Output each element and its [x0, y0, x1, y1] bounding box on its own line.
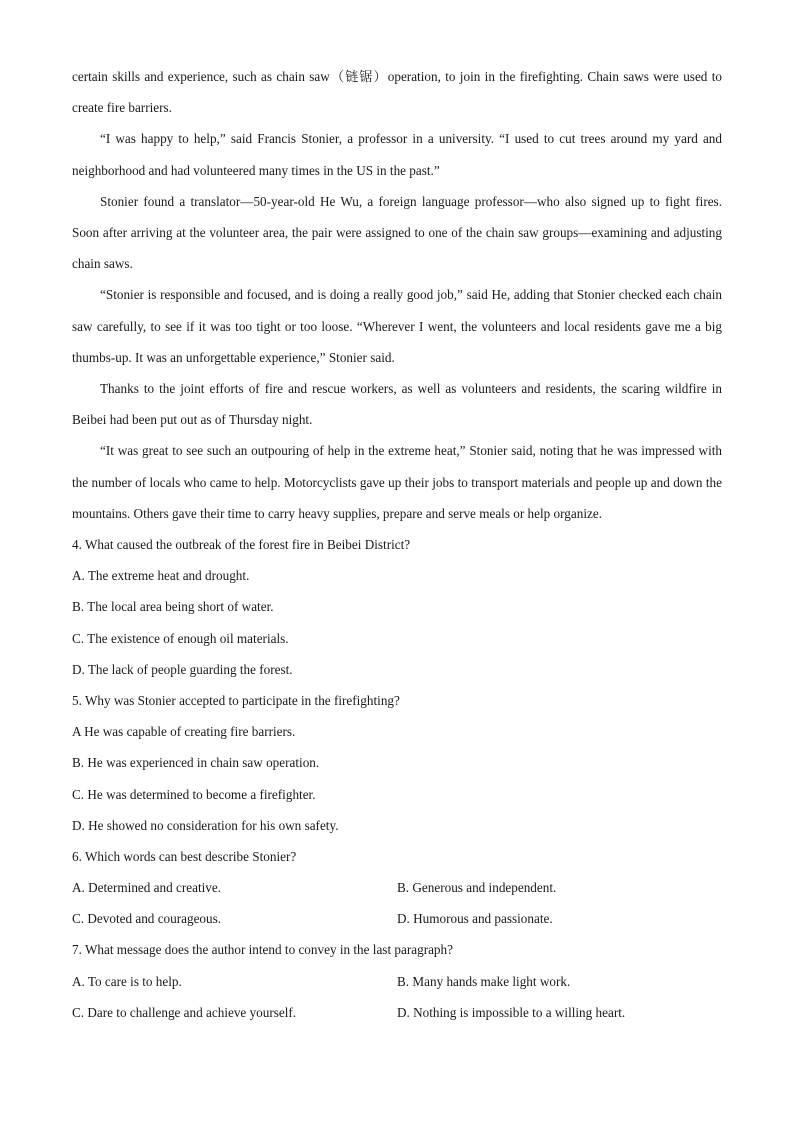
option-a: A. Determined and creative. [72, 880, 222, 896]
option-b: B. The local area being short of water. [72, 599, 274, 615]
option-a: A. The extreme heat and drought. [72, 568, 250, 584]
option-c: C. Devoted and courageous. [72, 911, 222, 927]
option-d: D. Nothing is impossible to a willing heart. [397, 1004, 626, 1020]
question-7 [72, 934, 722, 1028]
question-stem: 7. What message does the author intend to convey in the last paragraph? [72, 942, 453, 958]
passage-paragraph-1: certain skills and experience, such as chain saw（链锯）operation, to join in the firefighting. Chain saws were used to create fire barriers. [72, 69, 722, 116]
option-a: A. To care is to help. [72, 973, 182, 989]
question-stem: 6. Which words can best describe Stonier? [72, 848, 297, 864]
option-c: C. The existence of enough oil materials. [72, 630, 289, 646]
option-row [72, 872, 722, 903]
option-row [72, 966, 722, 997]
passage-paragraph-3: Stonier found a translator—50-year-old He Wu, a foreign language professor—who also signed up to fight fires. Soon after arriving at the volunteer area, the pair were assigned to one of the chain saw groups—examining and adjusting chain saws. [72, 193, 722, 272]
document-page [72, 61, 722, 1028]
question-stem: 4. What caused the outbreak of the forest fire in Beibei District? [72, 537, 411, 553]
passage-paragraph-6: “It was great to see such an outpouring of help in the extreme heat,” Stonier said, noting that he was impressed with the number of locals who came to help. Motorcyclists gave up their jobs to transport materials and people up and down the mountains. Others gave their time to carry heavy supplies, prepare and serve meals or help organize. [72, 443, 722, 521]
option-c: C. Dare to challenge and achieve yourself. [72, 1004, 297, 1020]
question-4 [72, 529, 722, 685]
option-d: D. The lack of people guarding the forest. [72, 661, 293, 677]
question-stem: 5. Why was Stonier accepted to participate in the firefighting? [72, 692, 400, 708]
option-b: B. He was experienced in chain saw operation. [72, 755, 320, 771]
passage-paragraph-5: Thanks to the joint efforts of fire and rescue workers, as well as volunteers and residents, the scaring wildfire in Beibei had been put out as of Thursday night. [72, 381, 722, 428]
option-d: D. He showed no consideration for his own safety. [72, 817, 339, 833]
option-b: B. Many hands make light work. [397, 973, 571, 989]
option-d: D. Humorous and passionate. [397, 911, 553, 927]
option-row [72, 997, 722, 1028]
option-row [72, 903, 722, 934]
option-b: B. Generous and independent. [397, 880, 557, 896]
option-c: C. He was determined to become a firefighter. [72, 786, 316, 802]
passage-paragraph-4: “Stonier is responsible and focused, and is doing a really good job,” said He, adding that Stonier checked each chain saw carefully, to see if it was too tight or too loose. “Wherever I went, the volunteers and local residents gave me a big thumbs-up. It was an unforgettable experience,” Stonier said. [72, 287, 722, 365]
option-a: A He was capable of creating fire barriers. [72, 724, 296, 740]
passage-paragraph-2: “I was happy to help,” said Francis Stonier, a professor in a university. “I used to cut trees around my yard and neighborhood and had volunteered many times in the US in the past.” [72, 131, 722, 178]
question-5 [72, 685, 722, 841]
question-6 [72, 841, 722, 935]
